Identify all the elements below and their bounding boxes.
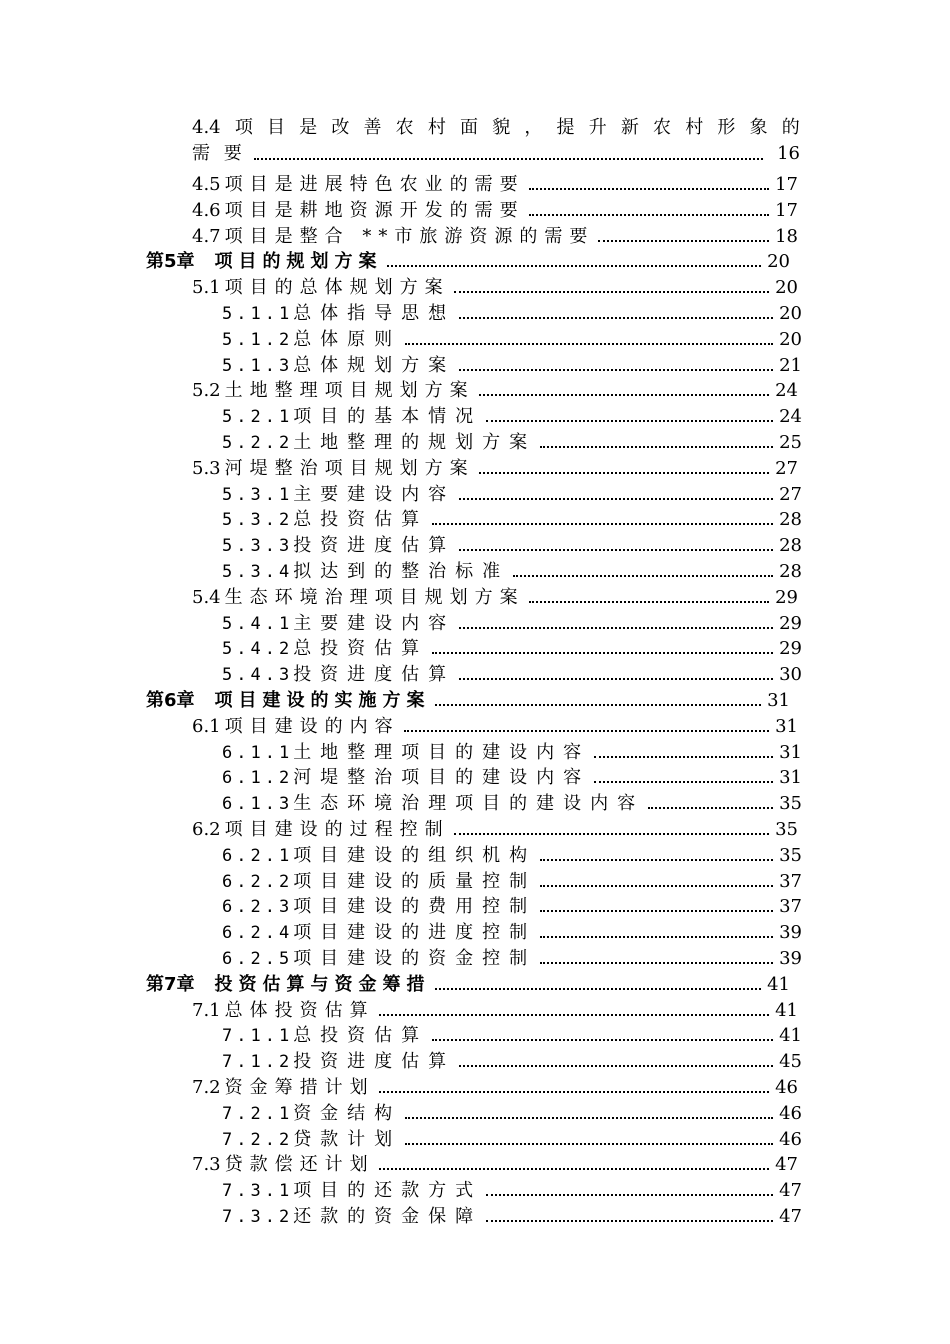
toc-chapter-entry[interactable] bbox=[146, 247, 790, 273]
toc-entry[interactable] bbox=[222, 609, 802, 635]
toc-entry-number: 7.1.2 bbox=[222, 1052, 294, 1073]
dot-leader bbox=[405, 1117, 773, 1119]
toc-entry[interactable] bbox=[222, 1176, 802, 1202]
toc-entry-text: 主要建设内容 bbox=[293, 612, 456, 634]
dot-leader bbox=[479, 394, 769, 396]
toc-entry-text: 主要建设内容 bbox=[293, 483, 456, 505]
toc-entry-page: 20 bbox=[779, 303, 802, 324]
toc-entry-title bbox=[222, 329, 401, 351]
toc-entry-number: 6.1.2 bbox=[222, 768, 294, 789]
toc-entry[interactable] bbox=[222, 892, 802, 918]
dot-leader bbox=[540, 885, 773, 887]
toc-entry[interactable] bbox=[222, 505, 802, 531]
toc-entry-text: 贷款偿还计划 bbox=[224, 1154, 375, 1176]
toc-entry-number: 5.2.2 bbox=[222, 433, 294, 453]
dot-leader bbox=[486, 1220, 773, 1222]
dot-leader bbox=[435, 704, 762, 706]
toc-entry-text: 投资进度估算 bbox=[293, 535, 456, 557]
dot-leader bbox=[379, 1014, 769, 1016]
toc-entry-title-char: 农 bbox=[395, 117, 414, 138]
toc-entry-text: 项目建设的组织机构 bbox=[293, 844, 537, 866]
toc-entry-text: 生态环境治理项目的建设内容 bbox=[293, 793, 645, 815]
toc-entry-text: 投资进度估算 bbox=[293, 1051, 456, 1073]
toc-entry-page: 35 bbox=[779, 844, 802, 866]
toc-entry-number: 5.4.2 bbox=[222, 639, 294, 660]
toc-entry-number: 7.1 bbox=[192, 999, 221, 1021]
dot-leader bbox=[432, 652, 773, 654]
dot-leader bbox=[379, 1168, 769, 1170]
toc-entry-number: 5.3.1 bbox=[222, 484, 294, 505]
toc-entry-page: 24 bbox=[775, 380, 798, 402]
toc-entry-title bbox=[192, 819, 450, 841]
toc-entry-page: 28 bbox=[779, 535, 802, 557]
toc-entry-text: 河堤整治项目的建设内容 bbox=[293, 767, 591, 789]
dot-leader bbox=[459, 549, 773, 551]
toc-entry-number: 6.2.4 bbox=[222, 923, 294, 944]
toc-entry-title-char: 提 bbox=[556, 117, 575, 138]
dot-leader bbox=[540, 962, 773, 964]
toc-entry[interactable] bbox=[192, 454, 798, 480]
toc-entry-title bbox=[222, 1129, 401, 1151]
toc-entry-text: 项目建设的进度控制 bbox=[293, 922, 537, 944]
toc-entry-page: 41 bbox=[775, 999, 798, 1021]
toc-entry-page: 46 bbox=[775, 1077, 798, 1098]
dot-leader bbox=[459, 498, 773, 500]
toc-entry-text: 项目的基本情况 bbox=[293, 406, 483, 428]
toc-entry-page: 45 bbox=[779, 1051, 802, 1073]
toc-entry-page: 46 bbox=[779, 1102, 802, 1124]
dot-leader bbox=[405, 1143, 773, 1145]
toc-entry-number: 第6章 bbox=[146, 690, 195, 711]
toc-entry[interactable] bbox=[222, 763, 802, 789]
toc-entry-number: 7.3.1 bbox=[222, 1181, 294, 1202]
toc-entry-page: 39 bbox=[779, 922, 802, 944]
dot-leader bbox=[540, 446, 773, 448]
toc-entry-number: 7.1.1 bbox=[222, 1026, 294, 1047]
toc-entry-text: 资金筹措计划 bbox=[224, 1077, 375, 1098]
toc-entry-number: 第5章 bbox=[146, 251, 195, 273]
toc-entry[interactable] bbox=[192, 583, 798, 609]
dot-leader bbox=[513, 575, 773, 577]
toc-entry-page: 37 bbox=[779, 896, 802, 918]
toc-entry-number: 7.3.2 bbox=[222, 1207, 294, 1227]
toc-entry-page: 28 bbox=[779, 509, 802, 531]
toc-entry-text: 总体投资估算 bbox=[224, 999, 375, 1021]
toc-entry-title bbox=[192, 716, 400, 738]
toc-entry-title bbox=[222, 509, 428, 531]
toc-entry[interactable] bbox=[222, 557, 802, 583]
toc-entry-title bbox=[222, 355, 455, 377]
toc-entry-title-char: 项 bbox=[234, 117, 253, 138]
toc-entry-page: 29 bbox=[775, 586, 798, 608]
toc-entry-title bbox=[192, 587, 525, 609]
dot-leader bbox=[432, 523, 773, 525]
toc-entry-title bbox=[222, 1180, 482, 1202]
toc-entry-title bbox=[222, 406, 482, 428]
toc-entry-title bbox=[222, 484, 455, 506]
toc-entry-title-char: 的 bbox=[781, 117, 800, 138]
toc-entry-page: 31 bbox=[779, 741, 802, 763]
toc-entry-number: 5.1.3 bbox=[222, 355, 294, 376]
toc-entry-page: 17 bbox=[775, 174, 798, 195]
toc-entry-number: 5.4 bbox=[192, 586, 221, 608]
toc-entry[interactable] bbox=[192, 170, 798, 196]
toc-entry-page: 30 bbox=[779, 664, 802, 686]
toc-entry-text: 资金结构 bbox=[293, 1102, 402, 1124]
toc-entry-title-char: 是 bbox=[299, 117, 318, 138]
toc-entry-title bbox=[192, 277, 450, 299]
toc-entry-title bbox=[222, 1103, 401, 1125]
toc-entry-title bbox=[146, 974, 431, 996]
toc-entry-number: 5.2.1 bbox=[222, 407, 294, 428]
toc-entry[interactable] bbox=[222, 789, 802, 815]
toc-entry-text: 项目建设的实施方案 bbox=[214, 690, 431, 711]
toc-entry-text: 项目的总体规划方案 bbox=[224, 277, 450, 299]
dot-leader bbox=[387, 265, 762, 267]
toc-entry-title bbox=[222, 638, 428, 660]
dot-leader bbox=[529, 214, 769, 216]
toc-entry[interactable] bbox=[222, 841, 802, 867]
toc-entry-number: 6.2 bbox=[192, 819, 221, 840]
dot-leader bbox=[459, 627, 773, 629]
dot-leader bbox=[648, 807, 773, 809]
toc-entry[interactable] bbox=[192, 1073, 798, 1099]
toc-entry-page: 20 bbox=[767, 251, 790, 273]
toc-entry-title bbox=[192, 380, 475, 402]
toc-entry[interactable] bbox=[222, 944, 802, 970]
toc-entry-title bbox=[222, 613, 455, 635]
toc-entry-title-char: 农 bbox=[653, 117, 672, 138]
toc-entry-page: 47 bbox=[779, 1206, 802, 1227]
toc-entry[interactable] bbox=[222, 1099, 802, 1125]
toc-entry-title bbox=[222, 1206, 482, 1228]
toc-entry-page: 31 bbox=[775, 715, 798, 737]
toc-entry-title bbox=[222, 742, 590, 764]
toc-entry[interactable] bbox=[192, 712, 798, 738]
toc-entry-title-char: 善 bbox=[363, 117, 382, 138]
dot-leader bbox=[529, 188, 769, 190]
toc-entry-number: 6.2.1 bbox=[222, 845, 294, 866]
dot-leader bbox=[486, 420, 773, 422]
toc-entry-text: 项目建设的内容 bbox=[224, 715, 400, 737]
toc-entry-text: 总投资估算 bbox=[293, 509, 429, 531]
toc-entry[interactable] bbox=[222, 299, 802, 325]
toc-entry[interactable] bbox=[192, 196, 798, 222]
toc-entry-page: 29 bbox=[779, 638, 802, 660]
toc-entry-text: 项目的还款方式 bbox=[293, 1180, 483, 1202]
toc-entry[interactable] bbox=[222, 531, 802, 557]
toc-entry-text: 河堤整治项目规划方案 bbox=[224, 457, 475, 479]
toc-entry-text: 投资估算与资金筹措 bbox=[214, 973, 431, 995]
toc-entry[interactable] bbox=[192, 815, 798, 841]
toc-entry-title bbox=[222, 1025, 428, 1047]
toc-entry-page: 35 bbox=[775, 819, 798, 840]
toc-entry[interactable] bbox=[222, 738, 802, 764]
toc-entry-text: 还款的资金保障 bbox=[293, 1206, 483, 1227]
dot-leader bbox=[459, 678, 773, 680]
toc-entry-text: 生态环境治理项目规划方案 bbox=[224, 586, 525, 608]
dot-leader bbox=[432, 1039, 773, 1041]
toc-entry-page: 41 bbox=[767, 973, 790, 995]
toc-entry-title bbox=[146, 251, 383, 273]
toc-entry-text: 项目的规划方案 bbox=[214, 251, 383, 273]
dot-leader bbox=[479, 472, 769, 474]
toc-entry-page: 31 bbox=[779, 767, 802, 789]
dot-leader bbox=[379, 1091, 769, 1093]
toc-entry-number: 5.1 bbox=[192, 277, 221, 299]
toc-entry-text: 土地整理项目的建设内容 bbox=[293, 741, 591, 763]
dot-leader bbox=[454, 291, 769, 293]
toc-entry-number: 5.3 bbox=[192, 457, 221, 479]
toc-entry-number: 4.7 bbox=[192, 225, 221, 247]
toc-entry-text: 贷款计划 bbox=[293, 1128, 402, 1150]
toc-entry-number: 5.4.1 bbox=[222, 613, 294, 634]
toc-entry-title bbox=[192, 226, 594, 248]
toc-entry-title bbox=[222, 793, 644, 815]
toc-entry-title-char: 面 bbox=[460, 117, 479, 138]
toc-entry-title bbox=[222, 561, 509, 583]
toc-entry[interactable] bbox=[192, 376, 798, 402]
toc-entry-title-char: 改 bbox=[331, 117, 350, 138]
dot-leader bbox=[435, 988, 762, 990]
dot-leader bbox=[254, 158, 763, 160]
toc-entry[interactable] bbox=[222, 867, 802, 893]
dot-leader bbox=[405, 343, 773, 345]
toc-entry-page: 16 bbox=[777, 143, 800, 164]
toc-entry-number: 第7章 bbox=[146, 973, 195, 995]
toc-entry[interactable] bbox=[222, 351, 802, 377]
toc-entry-text: 项目建设的质量控制 bbox=[293, 870, 537, 892]
toc-entry-page: 27 bbox=[775, 457, 798, 479]
toc-entry-title-char: 形 bbox=[717, 117, 736, 138]
toc-entry-text: 土地整理的规划方案 bbox=[293, 432, 537, 453]
toc-entry-number: 6.1.3 bbox=[222, 794, 294, 815]
toc-entry-page: 20 bbox=[779, 328, 802, 350]
toc-entry-number: 5.1.2 bbox=[222, 329, 294, 350]
toc-entry-title-char: 象 bbox=[749, 117, 768, 138]
toc-entry-text: 项目是进展特色农业的需要 bbox=[224, 174, 525, 195]
toc-entry-page: 46 bbox=[779, 1128, 802, 1150]
toc-entry-title bbox=[222, 871, 536, 893]
toc-entry-number: 5.2 bbox=[192, 380, 221, 402]
toc-entry[interactable] bbox=[192, 996, 798, 1022]
toc-entry-number: 6.2.3 bbox=[222, 897, 294, 918]
toc-entry-page: 31 bbox=[767, 690, 790, 711]
toc-entry-number: 6.2.5 bbox=[222, 949, 294, 969]
toc-entry-title bbox=[146, 690, 431, 712]
toc-entry-number: 6.1 bbox=[192, 715, 221, 737]
toc-entry-page: 18 bbox=[775, 225, 798, 247]
dot-leader bbox=[594, 756, 773, 758]
toc-entry-number: 5.1.1 bbox=[222, 304, 294, 324]
toc-entry-number: 4.5 bbox=[192, 174, 221, 195]
toc-entry-4-4[interactable] bbox=[192, 116, 800, 172]
dot-leader bbox=[459, 369, 773, 371]
toc-entry-number: 5.3.3 bbox=[222, 536, 294, 557]
toc-entry[interactable] bbox=[222, 1202, 802, 1228]
toc-entry[interactable] bbox=[192, 222, 798, 248]
toc-entry-page: 21 bbox=[779, 354, 802, 376]
toc-entry-number: 5.3.4 bbox=[222, 562, 294, 582]
toc-entry-page: 28 bbox=[779, 561, 802, 582]
toc-entry-text: 土地整理项目规划方案 bbox=[224, 380, 475, 402]
toc-entry-text: 项目是耕地资源开发的需要 bbox=[224, 199, 525, 221]
toc-entry-title-char: 新 bbox=[620, 117, 639, 138]
toc-entry[interactable] bbox=[222, 1125, 802, 1151]
toc-entry-title bbox=[222, 432, 536, 454]
toc-entry-page: 29 bbox=[779, 612, 802, 634]
toc-entry[interactable] bbox=[222, 402, 802, 428]
toc-entry-number: 4.4 bbox=[192, 117, 221, 138]
dot-leader bbox=[598, 240, 769, 242]
toc-entry-number: 7.2 bbox=[192, 1077, 221, 1098]
toc-entry-4-4-title bbox=[192, 116, 800, 140]
toc-entry-page: 47 bbox=[775, 1154, 798, 1176]
toc-entry-page: 37 bbox=[779, 870, 802, 892]
toc-entry-title bbox=[192, 458, 475, 480]
dot-leader bbox=[454, 833, 769, 835]
toc-entry-number: 7.2.2 bbox=[222, 1129, 294, 1150]
toc-entry-title bbox=[222, 664, 455, 686]
toc-entry-page: 39 bbox=[779, 948, 802, 969]
toc-entry[interactable] bbox=[222, 634, 802, 660]
toc-entry[interactable] bbox=[192, 273, 798, 299]
toc-entry-title-char: 村 bbox=[427, 117, 446, 138]
dot-leader bbox=[486, 1194, 773, 1196]
toc-entry-title bbox=[192, 174, 525, 196]
toc-entry-number: 6.1.1 bbox=[222, 742, 294, 763]
toc-entry-number: 5.3.2 bbox=[222, 510, 294, 531]
toc-entry[interactable] bbox=[222, 1047, 802, 1073]
toc-entry-title bbox=[222, 845, 536, 867]
toc-entry-text: 总体原则 bbox=[293, 328, 402, 350]
dot-leader bbox=[459, 317, 773, 319]
toc-entry-title bbox=[192, 1154, 375, 1176]
toc-entry[interactable] bbox=[222, 660, 802, 686]
toc-entry-text: 总投资估算 bbox=[293, 1025, 429, 1047]
toc-entry-title bbox=[222, 767, 590, 789]
toc-entry-page: 41 bbox=[779, 1025, 802, 1047]
toc-entry-text: 项目建设的资金控制 bbox=[293, 948, 537, 969]
toc-entry-page: 20 bbox=[775, 277, 798, 299]
toc-entry-text: 项目是整合 **市旅游资源的需要 bbox=[224, 225, 595, 247]
toc-entry-page: 27 bbox=[779, 483, 802, 505]
toc-entry-text: 项目建设的过程控制 bbox=[224, 819, 450, 840]
toc-entry-number: 7.2.1 bbox=[222, 1103, 294, 1124]
toc-entry-number: 4.6 bbox=[192, 199, 221, 221]
dot-leader bbox=[459, 1065, 773, 1067]
toc-entry-title-char: ， bbox=[524, 117, 543, 138]
toc-entry-title bbox=[222, 896, 536, 918]
toc-entry[interactable] bbox=[222, 1021, 802, 1047]
toc-entry-title bbox=[222, 303, 455, 325]
toc-entry[interactable] bbox=[222, 325, 802, 351]
toc-entry-title bbox=[222, 948, 536, 970]
toc-entry-page: 25 bbox=[779, 432, 802, 453]
toc-entry-page: 24 bbox=[779, 406, 802, 428]
toc-entry[interactable] bbox=[222, 428, 802, 454]
toc-entry-page: 47 bbox=[779, 1180, 802, 1202]
toc-entry-page: 35 bbox=[779, 793, 802, 815]
toc-entry-title bbox=[222, 1051, 455, 1073]
toc-entry-title-char: 升 bbox=[588, 117, 607, 138]
toc-entry-number: 6.2.2 bbox=[222, 871, 294, 892]
toc-entry-text: 总投资估算 bbox=[293, 638, 429, 660]
dot-leader bbox=[540, 859, 773, 861]
dot-leader bbox=[540, 910, 773, 912]
toc-entry-text: 项目建设的费用控制 bbox=[293, 896, 537, 918]
toc-entry-title bbox=[222, 535, 455, 557]
dot-leader bbox=[529, 601, 769, 603]
toc-entry-title-continued: 需 要 bbox=[192, 143, 246, 164]
toc-entry-title-char: 貌 bbox=[492, 117, 511, 138]
toc-entry-title bbox=[192, 1077, 375, 1099]
toc-entry-number: 5.4.3 bbox=[222, 665, 294, 686]
toc-entry[interactable] bbox=[222, 918, 802, 944]
toc-entry-text: 总体规划方案 bbox=[293, 354, 456, 376]
dot-leader bbox=[540, 936, 773, 938]
toc-entry-title bbox=[222, 922, 536, 944]
toc-entry-text: 总体指导思想 bbox=[293, 303, 456, 324]
toc-entry-text: 拟达到的整治标准 bbox=[293, 561, 510, 582]
toc-entry-title bbox=[192, 1000, 375, 1022]
toc-entry[interactable] bbox=[192, 1150, 798, 1176]
toc-entry-number: 7.3 bbox=[192, 1154, 221, 1176]
toc-entry-title-char: 村 bbox=[685, 117, 704, 138]
dot-leader bbox=[594, 781, 773, 783]
dot-leader bbox=[404, 730, 769, 732]
toc-entry[interactable] bbox=[222, 480, 802, 506]
toc-entry-page: 17 bbox=[775, 199, 798, 221]
toc-chapter-entry[interactable] bbox=[146, 970, 790, 996]
toc-entry-title bbox=[192, 200, 525, 222]
toc-chapter-entry[interactable] bbox=[146, 686, 790, 712]
toc-entry-title-char: 目 bbox=[266, 117, 285, 138]
toc-entry-text: 投资进度估算 bbox=[293, 664, 456, 686]
